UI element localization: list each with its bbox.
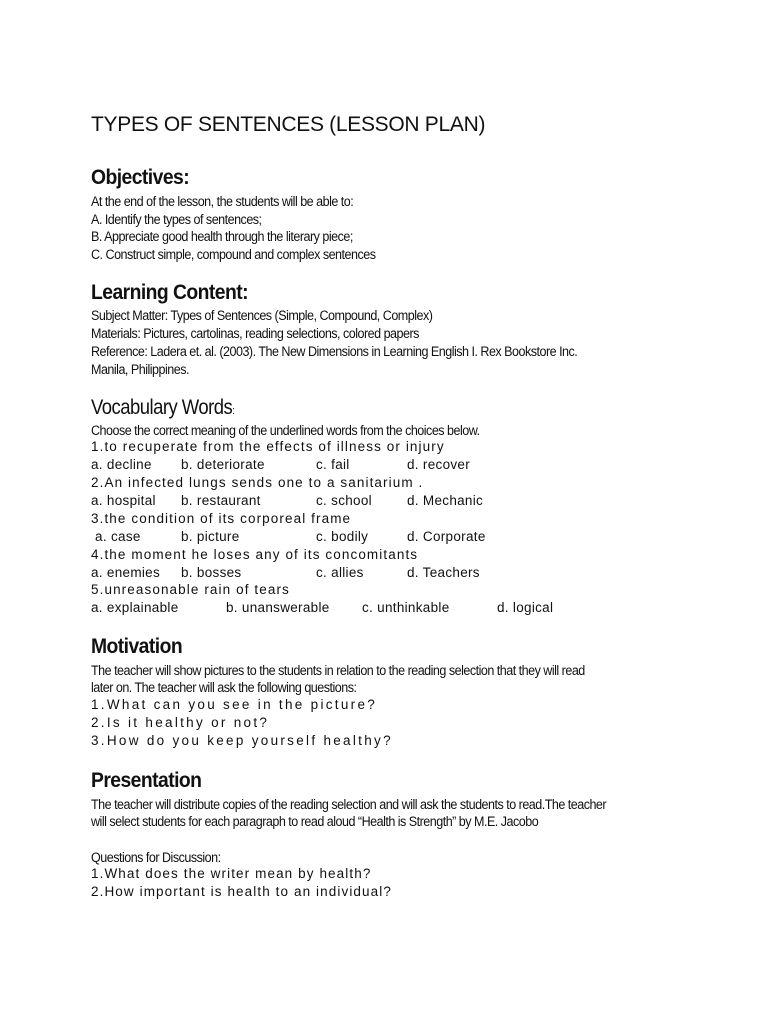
vocab-option-b: b. restaurant: [181, 493, 261, 508]
vocab-option-c: c. fail: [316, 457, 350, 472]
presentation-text-line-2: will select students for each paragraph to read aloud “Health is Strength” by M.E. Jacobo: [91, 814, 539, 829]
vocab-question: 4.the moment he loses any of its concomitants: [91, 547, 419, 562]
vocab-option-b: b. unanswerable: [226, 600, 330, 615]
motivation-text-line-1: The teacher will show pictures to the students in relation to the reading selection that they will read: [91, 663, 585, 678]
vocab-option-b: b. picture: [181, 529, 240, 544]
vocab-option-b: b. deteriorate: [181, 457, 265, 472]
vocab-option-a: a. enemies: [91, 565, 161, 580]
motivation-question: 1.What can you see in the picture?: [91, 697, 378, 712]
vocab-option-d: d. recover: [407, 457, 471, 472]
vocab-option-d: d. Mechanic: [407, 493, 484, 508]
subject-matter: Subject Matter: Types of Sentences (Simple, Compound, Complex): [91, 308, 433, 323]
discussion-question: 2.How important is health to an individual?: [91, 884, 392, 899]
motivation-heading: Motivation: [91, 635, 183, 658]
document-title: TYPES OF SENTENCES (LESSON PLAN): [91, 113, 486, 136]
discussion-label: Questions for Discussion:: [91, 850, 221, 865]
vocab-option-a: a. explainable: [91, 600, 179, 615]
vocab-question: 2.An infected lungs sends one to a sanitarium .: [91, 475, 424, 490]
vocab-option-a: a. hospital: [91, 493, 156, 508]
vocabulary-instruction: Choose the correct meaning of the underlined words from the choices below.: [91, 423, 480, 438]
learning-content-heading: Learning Content:: [91, 281, 248, 304]
objective-item: B. Appreciate good health through the literary piece;: [91, 229, 353, 244]
vocab-question: 3.the condition of its corporeal frame: [91, 511, 352, 526]
vocabulary-heading-colon: :: [232, 405, 235, 417]
materials: Materials: Pictures, cartolinas, reading selections, colored papers: [91, 326, 419, 341]
objective-item: C. Construct simple, compound and complex sentences: [91, 247, 376, 262]
reference-line-1: Reference: Ladera et. al. (2003). The New Dimensions in Learning English I. Rex Bookstore Inc.: [91, 344, 578, 359]
presentation-text-line-1: The teacher will distribute copies of the reading selection and will ask the students to read.The teacher: [91, 797, 607, 812]
vocabulary-heading: [91, 396, 234, 420]
vocab-option-d: d. Teachers: [407, 565, 480, 580]
vocab-option-d: d. Corporate: [407, 529, 486, 544]
motivation-text-line-2: later on. The teacher will ask the following questions:: [91, 680, 357, 695]
vocab-option-b: b. bosses: [181, 565, 242, 580]
vocab-option-c: c. bodily: [316, 529, 369, 544]
presentation-heading: Presentation: [91, 769, 202, 792]
vocab-option-c: c. unthinkable: [362, 600, 450, 615]
vocab-option-d: d. logical: [497, 600, 554, 615]
vocab-question: 1.to recuperate from the effects of illness or injury: [91, 439, 445, 454]
vocab-option-c: c. school: [316, 493, 372, 508]
objectives-intro: At the end of the lesson, the students will be able to:: [91, 194, 354, 209]
vocab-option-a: a. decline: [91, 457, 152, 472]
vocab-option-c: c. allies: [316, 565, 364, 580]
reference-line-2: Manila, Philippines.: [91, 362, 189, 377]
objective-item: A. Identify the types of sentences;: [91, 212, 262, 227]
vocab-option-a: a. case: [91, 529, 141, 544]
vocabulary-heading-text: Vocabulary Words: [91, 396, 233, 419]
vocab-question: 5.unreasonable rain of tears: [91, 582, 290, 597]
objectives-heading: Objectives:: [91, 166, 190, 189]
motivation-question: 3.How do you keep yourself healthy?: [91, 733, 393, 748]
discussion-question: 1.What does the writer mean by health?: [91, 866, 372, 881]
motivation-question: 2.Is it healthy or not?: [91, 715, 270, 730]
